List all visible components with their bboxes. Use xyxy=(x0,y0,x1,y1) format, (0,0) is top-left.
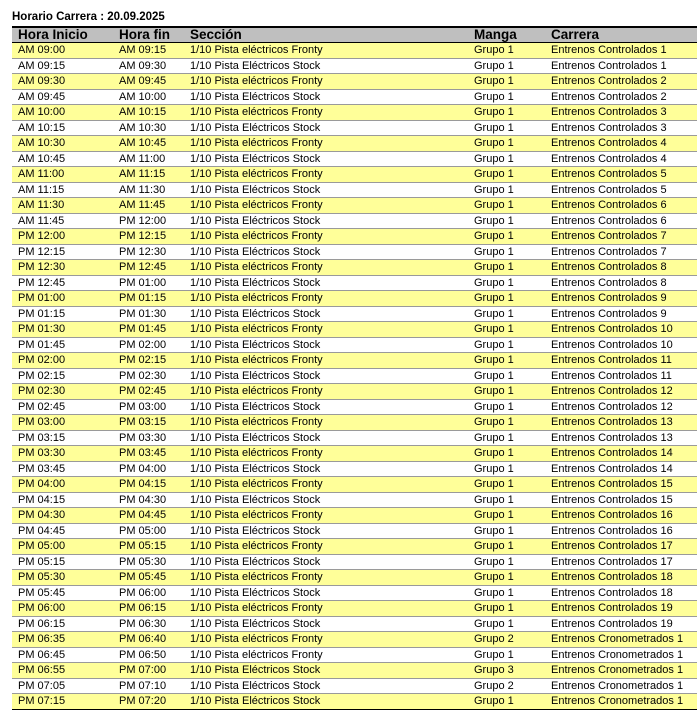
cell-start-time: AM 09:15 xyxy=(12,58,113,74)
cell-section: 1/10 Pista eléctricos Fronty xyxy=(184,647,468,663)
cell-section: 1/10 Pista Eléctricos Stock xyxy=(184,616,468,632)
cell-manga: Grupo 1 xyxy=(468,585,545,601)
cell-manga: Grupo 1 xyxy=(468,306,545,322)
table-row xyxy=(12,678,697,694)
table-row xyxy=(12,291,697,307)
cell-manga: Grupo 1 xyxy=(468,337,545,353)
cell-manga: Grupo 1 xyxy=(468,43,545,59)
cell-race: Entrenos Controlados 9 xyxy=(545,306,697,322)
table-row xyxy=(12,353,697,369)
cell-start-time: PM 03:45 xyxy=(12,461,113,477)
cell-manga: Grupo 1 xyxy=(468,601,545,617)
table-row xyxy=(12,523,697,539)
cell-section: 1/10 Pista Eléctricos Stock xyxy=(184,430,468,446)
cell-end-time: AM 09:15 xyxy=(113,43,184,59)
cell-manga: Grupo 1 xyxy=(468,399,545,415)
cell-race: Entrenos Controlados 15 xyxy=(545,492,697,508)
table-row xyxy=(12,554,697,570)
cell-manga: Grupo 1 xyxy=(468,477,545,493)
cell-start-time: PM 04:15 xyxy=(12,492,113,508)
cell-manga: Grupo 1 xyxy=(468,260,545,276)
cell-section: 1/10 Pista Eléctricos Stock xyxy=(184,337,468,353)
table-row xyxy=(12,337,697,353)
cell-end-time: PM 05:15 xyxy=(113,539,184,555)
cell-end-time: AM 10:45 xyxy=(113,136,184,152)
cell-race: Entrenos Controlados 11 xyxy=(545,353,697,369)
cell-section: 1/10 Pista Eléctricos Stock xyxy=(184,554,468,570)
cell-end-time: AM 09:30 xyxy=(113,58,184,74)
cell-start-time: AM 10:00 xyxy=(12,105,113,121)
page-title: Horario Carrera : 20.09.2025 xyxy=(12,11,165,23)
table-row xyxy=(12,120,697,136)
cell-start-time: PM 01:45 xyxy=(12,337,113,353)
cell-race: Entrenos Controlados 6 xyxy=(545,213,697,229)
cell-end-time: PM 12:30 xyxy=(113,244,184,260)
cell-race: Entrenos Cronometrados 1 xyxy=(545,647,697,663)
cell-end-time: PM 12:15 xyxy=(113,229,184,245)
header-manga: Manga xyxy=(468,27,545,43)
table-row xyxy=(12,244,697,260)
cell-end-time: PM 07:10 xyxy=(113,678,184,694)
cell-end-time: PM 04:30 xyxy=(113,492,184,508)
cell-section: 1/10 Pista Eléctricos Stock xyxy=(184,523,468,539)
cell-race: Entrenos Controlados 12 xyxy=(545,399,697,415)
cell-section: 1/10 Pista eléctricos Fronty xyxy=(184,601,468,617)
cell-start-time: AM 11:00 xyxy=(12,167,113,183)
table-row xyxy=(12,136,697,152)
cell-race: Entrenos Controlados 13 xyxy=(545,415,697,431)
cell-section: 1/10 Pista eléctricos Fronty xyxy=(184,415,468,431)
cell-start-time: PM 04:45 xyxy=(12,523,113,539)
cell-start-time: PM 02:30 xyxy=(12,384,113,400)
cell-end-time: PM 07:20 xyxy=(113,694,184,710)
header-race: Carrera xyxy=(545,27,697,43)
cell-start-time: AM 10:30 xyxy=(12,136,113,152)
cell-race: Entrenos Cronometrados 1 xyxy=(545,694,697,710)
cell-end-time: PM 12:00 xyxy=(113,213,184,229)
table-row xyxy=(12,322,697,338)
cell-section: 1/10 Pista Eléctricos Stock xyxy=(184,182,468,198)
cell-manga: Grupo 1 xyxy=(468,368,545,384)
cell-manga: Grupo 1 xyxy=(468,105,545,121)
cell-section: 1/10 Pista eléctricos Fronty xyxy=(184,508,468,524)
cell-end-time: PM 02:15 xyxy=(113,353,184,369)
cell-start-time: PM 01:00 xyxy=(12,291,113,307)
cell-end-time: PM 06:30 xyxy=(113,616,184,632)
cell-end-time: PM 01:00 xyxy=(113,275,184,291)
cell-section: 1/10 Pista eléctricos Fronty xyxy=(184,539,468,555)
table-row xyxy=(12,89,697,105)
cell-race: Entrenos Controlados 5 xyxy=(545,167,697,183)
cell-manga: Grupo 1 xyxy=(468,136,545,152)
cell-manga: Grupo 1 xyxy=(468,275,545,291)
cell-end-time: PM 06:50 xyxy=(113,647,184,663)
cell-race: Entrenos Controlados 6 xyxy=(545,198,697,214)
cell-race: Entrenos Controlados 15 xyxy=(545,477,697,493)
cell-start-time: PM 02:00 xyxy=(12,353,113,369)
cell-end-time: PM 07:00 xyxy=(113,663,184,679)
cell-start-time: PM 12:45 xyxy=(12,275,113,291)
table-row xyxy=(12,306,697,322)
cell-manga: Grupo 1 xyxy=(468,120,545,136)
cell-start-time: PM 03:30 xyxy=(12,446,113,462)
cell-end-time: PM 04:00 xyxy=(113,461,184,477)
cell-manga: Grupo 1 xyxy=(468,229,545,245)
cell-start-time: PM 06:45 xyxy=(12,647,113,663)
cell-section: 1/10 Pista eléctricos Fronty xyxy=(184,632,468,648)
cell-manga: Grupo 1 xyxy=(468,554,545,570)
table-body xyxy=(12,43,697,710)
cell-start-time: PM 12:00 xyxy=(12,229,113,245)
cell-start-time: PM 05:30 xyxy=(12,570,113,586)
cell-race: Entrenos Controlados 2 xyxy=(545,89,697,105)
cell-manga: Grupo 1 xyxy=(468,213,545,229)
cell-section: 1/10 Pista eléctricos Fronty xyxy=(184,570,468,586)
cell-manga: Grupo 1 xyxy=(468,694,545,710)
table-row xyxy=(12,74,697,90)
cell-section: 1/10 Pista eléctricos Fronty xyxy=(184,136,468,152)
table-row xyxy=(12,694,697,710)
table-row xyxy=(12,151,697,167)
cell-section: 1/10 Pista eléctricos Fronty xyxy=(184,105,468,121)
table-row xyxy=(12,58,697,74)
table-row xyxy=(12,632,697,648)
table-row xyxy=(12,415,697,431)
table-row xyxy=(12,260,697,276)
table-row xyxy=(12,430,697,446)
cell-manga: Grupo 1 xyxy=(468,647,545,663)
cell-race: Entrenos Controlados 17 xyxy=(545,554,697,570)
cell-start-time: PM 01:30 xyxy=(12,322,113,338)
table-row xyxy=(12,198,697,214)
cell-race: Entrenos Controlados 7 xyxy=(545,229,697,245)
cell-end-time: AM 11:15 xyxy=(113,167,184,183)
table-row xyxy=(12,213,697,229)
cell-start-time: PM 03:00 xyxy=(12,415,113,431)
cell-section: 1/10 Pista Eléctricos Stock xyxy=(184,461,468,477)
cell-manga: Grupo 1 xyxy=(468,322,545,338)
cell-manga: Grupo 1 xyxy=(468,461,545,477)
cell-end-time: PM 06:00 xyxy=(113,585,184,601)
cell-end-time: PM 03:15 xyxy=(113,415,184,431)
cell-race: Entrenos Controlados 2 xyxy=(545,74,697,90)
cell-section: 1/10 Pista Eléctricos Stock xyxy=(184,585,468,601)
table-row xyxy=(12,570,697,586)
cell-section: 1/10 Pista Eléctricos Stock xyxy=(184,275,468,291)
cell-start-time: PM 06:00 xyxy=(12,601,113,617)
cell-manga: Grupo 1 xyxy=(468,58,545,74)
cell-section: 1/10 Pista Eléctricos Stock xyxy=(184,58,468,74)
table-row xyxy=(12,43,697,59)
cell-race: Entrenos Controlados 1 xyxy=(545,58,697,74)
cell-race: Entrenos Controlados 18 xyxy=(545,570,697,586)
cell-start-time: PM 06:15 xyxy=(12,616,113,632)
cell-end-time: AM 11:00 xyxy=(113,151,184,167)
cell-section: 1/10 Pista Eléctricos Stock xyxy=(184,368,468,384)
cell-manga: Grupo 1 xyxy=(468,291,545,307)
cell-section: 1/10 Pista Eléctricos Stock xyxy=(184,120,468,136)
cell-manga: Grupo 2 xyxy=(468,632,545,648)
cell-race: Entrenos Controlados 14 xyxy=(545,446,697,462)
cell-manga: Grupo 1 xyxy=(468,74,545,90)
cell-race: Entrenos Controlados 12 xyxy=(545,384,697,400)
cell-section: 1/10 Pista eléctricos Fronty xyxy=(184,198,468,214)
cell-manga: Grupo 1 xyxy=(468,151,545,167)
cell-section: 1/10 Pista Eléctricos Stock xyxy=(184,151,468,167)
cell-manga: Grupo 1 xyxy=(468,384,545,400)
header-row xyxy=(12,27,697,43)
cell-section: 1/10 Pista eléctricos Fronty xyxy=(184,322,468,338)
cell-section: 1/10 Pista eléctricos Fronty xyxy=(184,229,468,245)
cell-race: Entrenos Controlados 7 xyxy=(545,244,697,260)
cell-section: 1/10 Pista eléctricos Fronty xyxy=(184,74,468,90)
cell-race: Entrenos Controlados 16 xyxy=(545,508,697,524)
table-row xyxy=(12,368,697,384)
cell-manga: Grupo 1 xyxy=(468,182,545,198)
cell-race: Entrenos Controlados 11 xyxy=(545,368,697,384)
cell-race: Entrenos Controlados 3 xyxy=(545,105,697,121)
cell-start-time: PM 07:15 xyxy=(12,694,113,710)
cell-end-time: PM 05:30 xyxy=(113,554,184,570)
cell-race: Entrenos Controlados 13 xyxy=(545,430,697,446)
cell-race: Entrenos Controlados 19 xyxy=(545,601,697,617)
cell-race: Entrenos Controlados 1 xyxy=(545,43,697,59)
cell-race: Entrenos Controlados 8 xyxy=(545,275,697,291)
cell-start-time: AM 10:15 xyxy=(12,120,113,136)
cell-manga: Grupo 1 xyxy=(468,353,545,369)
cell-race: Entrenos Controlados 4 xyxy=(545,151,697,167)
cell-end-time: PM 01:30 xyxy=(113,306,184,322)
cell-race: Entrenos Controlados 18 xyxy=(545,585,697,601)
cell-start-time: PM 02:15 xyxy=(12,368,113,384)
table-row xyxy=(12,275,697,291)
cell-end-time: PM 02:30 xyxy=(113,368,184,384)
cell-manga: Grupo 1 xyxy=(468,570,545,586)
cell-end-time: AM 10:30 xyxy=(113,120,184,136)
cell-end-time: PM 05:45 xyxy=(113,570,184,586)
cell-manga: Grupo 1 xyxy=(468,415,545,431)
cell-start-time: PM 05:15 xyxy=(12,554,113,570)
cell-race: Entrenos Cronometrados 1 xyxy=(545,632,697,648)
cell-race: Entrenos Controlados 5 xyxy=(545,182,697,198)
cell-manga: Grupo 2 xyxy=(468,678,545,694)
cell-start-time: PM 03:15 xyxy=(12,430,113,446)
cell-end-time: AM 10:15 xyxy=(113,105,184,121)
table-row xyxy=(12,616,697,632)
schedule-table xyxy=(12,26,697,710)
cell-race: Entrenos Controlados 17 xyxy=(545,539,697,555)
cell-section: 1/10 Pista Eléctricos Stock xyxy=(184,663,468,679)
cell-end-time: AM 11:45 xyxy=(113,198,184,214)
table-row xyxy=(12,601,697,617)
cell-manga: Grupo 1 xyxy=(468,198,545,214)
cell-start-time: PM 12:30 xyxy=(12,260,113,276)
table-row xyxy=(12,105,697,121)
cell-start-time: PM 02:45 xyxy=(12,399,113,415)
cell-start-time: PM 07:05 xyxy=(12,678,113,694)
cell-section: 1/10 Pista Eléctricos Stock xyxy=(184,399,468,415)
cell-start-time: PM 12:15 xyxy=(12,244,113,260)
cell-section: 1/10 Pista Eléctricos Stock xyxy=(184,89,468,105)
cell-race: Entrenos Controlados 10 xyxy=(545,322,697,338)
cell-end-time: AM 10:00 xyxy=(113,89,184,105)
cell-end-time: PM 06:40 xyxy=(113,632,184,648)
cell-section: 1/10 Pista eléctricos Fronty xyxy=(184,353,468,369)
cell-end-time: PM 03:30 xyxy=(113,430,184,446)
table-row xyxy=(12,647,697,663)
table-row xyxy=(12,492,697,508)
cell-section: 1/10 Pista eléctricos Fronty xyxy=(184,384,468,400)
cell-end-time: AM 11:30 xyxy=(113,182,184,198)
table-row xyxy=(12,663,697,679)
table-row xyxy=(12,461,697,477)
cell-start-time: PM 05:45 xyxy=(12,585,113,601)
cell-end-time: PM 04:15 xyxy=(113,477,184,493)
cell-race: Entrenos Controlados 9 xyxy=(545,291,697,307)
cell-end-time: PM 06:15 xyxy=(113,601,184,617)
cell-race: Entrenos Controlados 10 xyxy=(545,337,697,353)
table-row xyxy=(12,508,697,524)
cell-manga: Grupo 1 xyxy=(468,508,545,524)
cell-start-time: AM 09:45 xyxy=(12,89,113,105)
cell-start-time: AM 11:15 xyxy=(12,182,113,198)
cell-manga: Grupo 1 xyxy=(468,89,545,105)
table-row xyxy=(12,384,697,400)
cell-end-time: PM 03:00 xyxy=(113,399,184,415)
cell-start-time: PM 06:35 xyxy=(12,632,113,648)
cell-manga: Grupo 1 xyxy=(468,430,545,446)
cell-start-time: AM 09:30 xyxy=(12,74,113,90)
cell-race: Entrenos Cronometrados 1 xyxy=(545,663,697,679)
cell-start-time: AM 10:45 xyxy=(12,151,113,167)
cell-section: 1/10 Pista Eléctricos Stock xyxy=(184,306,468,322)
cell-manga: Grupo 1 xyxy=(468,616,545,632)
cell-manga: Grupo 1 xyxy=(468,523,545,539)
cell-start-time: PM 06:55 xyxy=(12,663,113,679)
cell-start-time: AM 11:45 xyxy=(12,213,113,229)
cell-section: 1/10 Pista eléctricos Fronty xyxy=(184,43,468,59)
cell-race: Entrenos Controlados 8 xyxy=(545,260,697,276)
cell-manga: Grupo 3 xyxy=(468,663,545,679)
cell-race: Entrenos Controlados 4 xyxy=(545,136,697,152)
cell-end-time: PM 02:00 xyxy=(113,337,184,353)
cell-manga: Grupo 1 xyxy=(468,446,545,462)
cell-end-time: PM 01:45 xyxy=(113,322,184,338)
cell-section: 1/10 Pista Eléctricos Stock xyxy=(184,213,468,229)
cell-race: Entrenos Cronometrados 1 xyxy=(545,678,697,694)
cell-end-time: PM 01:15 xyxy=(113,291,184,307)
cell-section: 1/10 Pista eléctricos Fronty xyxy=(184,291,468,307)
header-section: Sección xyxy=(184,27,468,43)
table-row xyxy=(12,585,697,601)
cell-end-time: AM 09:45 xyxy=(113,74,184,90)
cell-end-time: PM 04:45 xyxy=(113,508,184,524)
table-row xyxy=(12,167,697,183)
cell-section: 1/10 Pista Eléctricos Stock xyxy=(184,694,468,710)
cell-start-time: PM 05:00 xyxy=(12,539,113,555)
cell-section: 1/10 Pista Eléctricos Stock xyxy=(184,678,468,694)
table-row xyxy=(12,446,697,462)
header-start-time: Hora Inicio xyxy=(12,27,113,43)
table-row xyxy=(12,229,697,245)
cell-race: Entrenos Controlados 19 xyxy=(545,616,697,632)
cell-end-time: PM 12:45 xyxy=(113,260,184,276)
table-row xyxy=(12,539,697,555)
header-end-time: Hora fin xyxy=(113,27,184,43)
cell-start-time: PM 01:15 xyxy=(12,306,113,322)
cell-start-time: AM 09:00 xyxy=(12,43,113,59)
cell-section: 1/10 Pista Eléctricos Stock xyxy=(184,244,468,260)
cell-race: Entrenos Controlados 14 xyxy=(545,461,697,477)
cell-end-time: PM 02:45 xyxy=(113,384,184,400)
cell-section: 1/10 Pista Eléctricos Stock xyxy=(184,492,468,508)
cell-end-time: PM 03:45 xyxy=(113,446,184,462)
cell-section: 1/10 Pista eléctricos Fronty xyxy=(184,446,468,462)
cell-race: Entrenos Controlados 3 xyxy=(545,120,697,136)
table-row xyxy=(12,477,697,493)
cell-end-time: PM 05:00 xyxy=(113,523,184,539)
cell-race: Entrenos Controlados 16 xyxy=(545,523,697,539)
cell-manga: Grupo 1 xyxy=(468,492,545,508)
cell-manga: Grupo 1 xyxy=(468,167,545,183)
cell-manga: Grupo 1 xyxy=(468,244,545,260)
cell-start-time: PM 04:00 xyxy=(12,477,113,493)
cell-manga: Grupo 1 xyxy=(468,539,545,555)
cell-section: 1/10 Pista eléctricos Fronty xyxy=(184,167,468,183)
table-row xyxy=(12,399,697,415)
cell-start-time: AM 11:30 xyxy=(12,198,113,214)
cell-start-time: PM 04:30 xyxy=(12,508,113,524)
table-header xyxy=(12,27,697,43)
cell-section: 1/10 Pista eléctricos Fronty xyxy=(184,477,468,493)
cell-section: 1/10 Pista eléctricos Fronty xyxy=(184,260,468,276)
table-row xyxy=(12,182,697,198)
